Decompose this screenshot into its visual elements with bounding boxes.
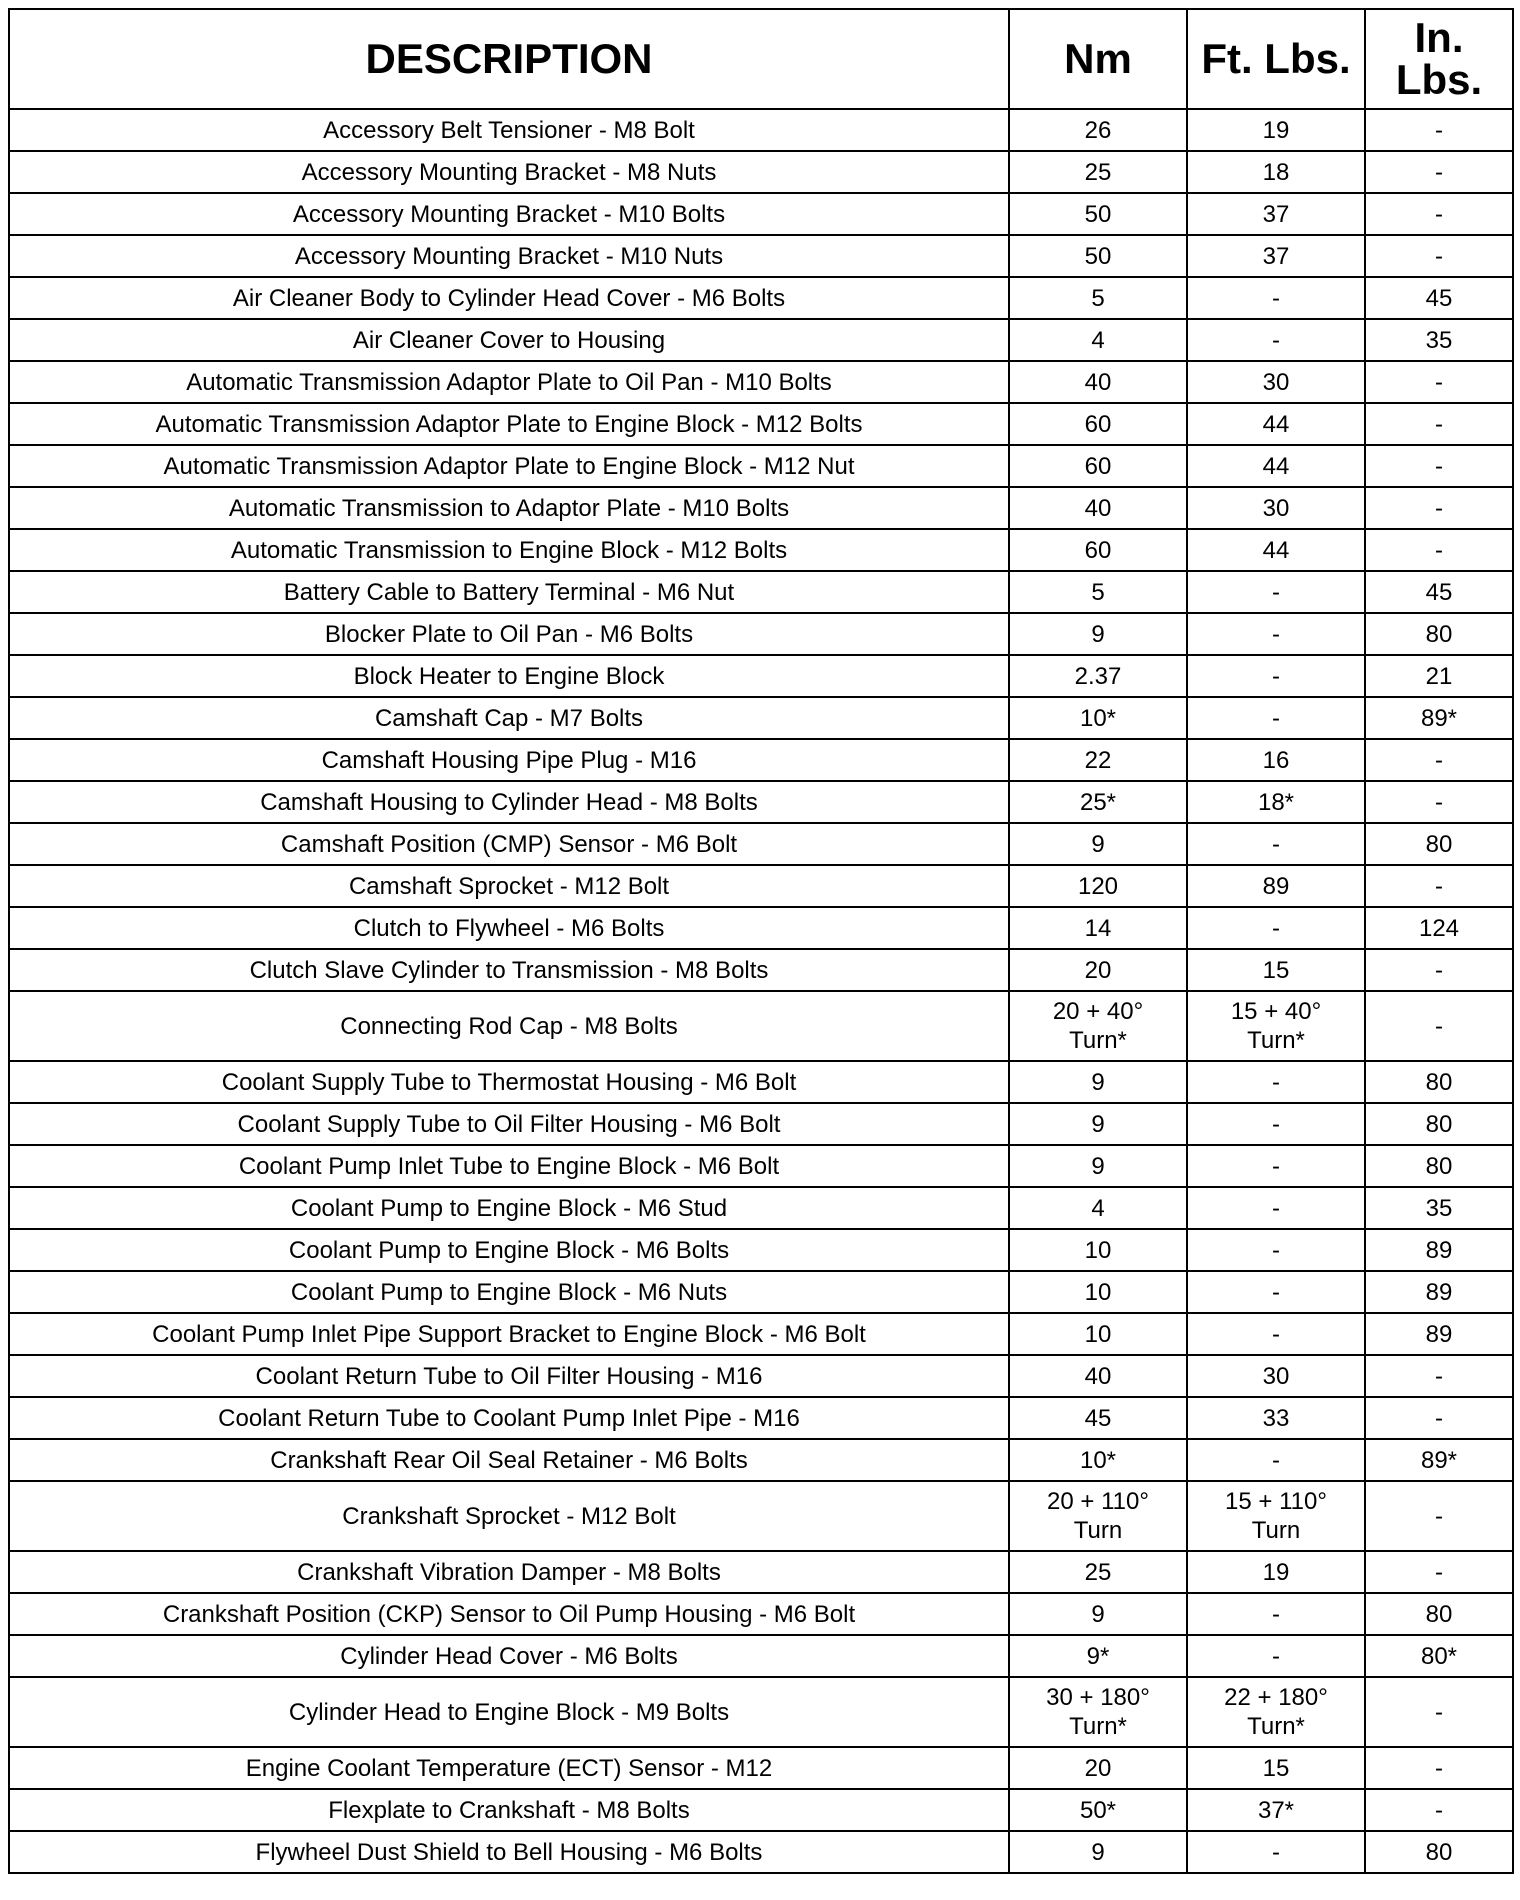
cell-description: Coolant Supply Tube to Oil Filter Housing - M6 Bolt xyxy=(9,1103,1009,1145)
cell-in-lbs: 89 xyxy=(1365,1271,1513,1313)
cell-in-lbs: 45 xyxy=(1365,571,1513,613)
cell-in-lbs: - xyxy=(1365,445,1513,487)
cell-in-lbs: - xyxy=(1365,991,1513,1061)
header-row xyxy=(9,9,1513,109)
cell-description: Clutch Slave Cylinder to Transmission - M8 Bolts xyxy=(9,949,1009,991)
cell-in-lbs: 80* xyxy=(1365,1635,1513,1677)
cell-description: Coolant Pump Inlet Tube to Engine Block - M6 Bolt xyxy=(9,1145,1009,1187)
cell-ft-lbs: 30 xyxy=(1187,361,1365,403)
cell-description: Camshaft Housing to Cylinder Head - M8 Bolts xyxy=(9,781,1009,823)
cell-ft-lbs: 37 xyxy=(1187,193,1365,235)
cell-ft-lbs: - xyxy=(1187,1635,1365,1677)
cell-nm: 9 xyxy=(1009,1061,1187,1103)
cell-description: Air Cleaner Body to Cylinder Head Cover - M6 Bolts xyxy=(9,277,1009,319)
cell-ft-lbs: 18* xyxy=(1187,781,1365,823)
cell-in-lbs: 80 xyxy=(1365,1831,1513,1873)
cell-description: Air Cleaner Cover to Housing xyxy=(9,319,1009,361)
cell-in-lbs: - xyxy=(1365,487,1513,529)
cell-ft-lbs: - xyxy=(1187,571,1365,613)
table-row xyxy=(9,151,1513,193)
cell-description: Cylinder Head Cover - M6 Bolts xyxy=(9,1635,1009,1677)
cell-nm: 9 xyxy=(1009,1103,1187,1145)
cell-nm: 40 xyxy=(1009,487,1187,529)
cell-in-lbs: 80 xyxy=(1365,1061,1513,1103)
cell-nm: 4 xyxy=(1009,1187,1187,1229)
cell-nm: 22 xyxy=(1009,739,1187,781)
cell-ft-lbs: - xyxy=(1187,1145,1365,1187)
cell-ft-lbs: - xyxy=(1187,613,1365,655)
header-ft-lbs: Ft. Lbs. xyxy=(1187,9,1365,109)
cell-description: Accessory Mounting Bracket - M10 Nuts xyxy=(9,235,1009,277)
cell-nm: 9 xyxy=(1009,823,1187,865)
cell-nm: 60 xyxy=(1009,529,1187,571)
table-row xyxy=(9,1789,1513,1831)
cell-description: Crankshaft Sprocket - M12 Bolt xyxy=(9,1481,1009,1551)
cell-ft-lbs: 22 + 180° Turn* xyxy=(1187,1677,1365,1747)
cell-ft-lbs: 16 xyxy=(1187,739,1365,781)
cell-ft-lbs: 19 xyxy=(1187,109,1365,151)
cell-in-lbs: 80 xyxy=(1365,1593,1513,1635)
table-row xyxy=(9,1397,1513,1439)
cell-nm: 20 + 110° Turn xyxy=(1009,1481,1187,1551)
table-row xyxy=(9,1747,1513,1789)
table-body xyxy=(9,109,1513,1873)
cell-description: Crankshaft Position (CKP) Sensor to Oil Pump Housing - M6 Bolt xyxy=(9,1593,1009,1635)
cell-ft-lbs: - xyxy=(1187,1061,1365,1103)
cell-nm: 25* xyxy=(1009,781,1187,823)
table-row xyxy=(9,781,1513,823)
cell-nm: 25 xyxy=(1009,151,1187,193)
cell-description: Clutch to Flywheel - M6 Bolts xyxy=(9,907,1009,949)
cell-nm: 5 xyxy=(1009,571,1187,613)
cell-ft-lbs: 33 xyxy=(1187,1397,1365,1439)
cell-in-lbs: - xyxy=(1365,1481,1513,1551)
cell-in-lbs: 89* xyxy=(1365,697,1513,739)
cell-description: Camshaft Position (CMP) Sensor - M6 Bolt xyxy=(9,823,1009,865)
cell-in-lbs: - xyxy=(1365,361,1513,403)
cell-ft-lbs: - xyxy=(1187,1103,1365,1145)
cell-in-lbs: - xyxy=(1365,109,1513,151)
cell-nm: 20 + 40° Turn* xyxy=(1009,991,1187,1061)
cell-nm: 50 xyxy=(1009,193,1187,235)
cell-in-lbs: 89 xyxy=(1365,1313,1513,1355)
cell-nm: 4 xyxy=(1009,319,1187,361)
cell-nm: 120 xyxy=(1009,865,1187,907)
cell-ft-lbs: - xyxy=(1187,907,1365,949)
table-row xyxy=(9,487,1513,529)
cell-nm: 9* xyxy=(1009,1635,1187,1677)
cell-ft-lbs: - xyxy=(1187,1313,1365,1355)
cell-nm: 50* xyxy=(1009,1789,1187,1831)
cell-ft-lbs: - xyxy=(1187,697,1365,739)
cell-in-lbs: 80 xyxy=(1365,823,1513,865)
cell-in-lbs: - xyxy=(1365,1789,1513,1831)
torque-spec-table xyxy=(8,8,1514,1874)
cell-nm: 40 xyxy=(1009,1355,1187,1397)
cell-nm: 40 xyxy=(1009,361,1187,403)
table-row xyxy=(9,865,1513,907)
table-row xyxy=(9,1313,1513,1355)
cell-ft-lbs: 15 + 110° Turn xyxy=(1187,1481,1365,1551)
cell-in-lbs: - xyxy=(1365,739,1513,781)
cell-ft-lbs: - xyxy=(1187,1831,1365,1873)
table-row xyxy=(9,1551,1513,1593)
cell-nm: 20 xyxy=(1009,1747,1187,1789)
table-row xyxy=(9,1635,1513,1677)
cell-ft-lbs: 15 xyxy=(1187,949,1365,991)
table-row xyxy=(9,823,1513,865)
table-row xyxy=(9,445,1513,487)
table-row xyxy=(9,235,1513,277)
cell-ft-lbs: - xyxy=(1187,1439,1365,1481)
cell-in-lbs: - xyxy=(1365,1551,1513,1593)
table-row xyxy=(9,907,1513,949)
cell-in-lbs: - xyxy=(1365,235,1513,277)
table-row xyxy=(9,1831,1513,1873)
cell-nm: 10* xyxy=(1009,1439,1187,1481)
cell-ft-lbs: - xyxy=(1187,1271,1365,1313)
table-row xyxy=(9,655,1513,697)
cell-ft-lbs: 18 xyxy=(1187,151,1365,193)
cell-in-lbs: - xyxy=(1365,193,1513,235)
table-row xyxy=(9,403,1513,445)
table-row xyxy=(9,991,1513,1061)
cell-ft-lbs: - xyxy=(1187,1593,1365,1635)
cell-description: Camshaft Sprocket - M12 Bolt xyxy=(9,865,1009,907)
cell-nm: 30 + 180° Turn* xyxy=(1009,1677,1187,1747)
cell-nm: 26 xyxy=(1009,109,1187,151)
cell-nm: 2.37 xyxy=(1009,655,1187,697)
cell-nm: 60 xyxy=(1009,403,1187,445)
cell-ft-lbs: - xyxy=(1187,319,1365,361)
cell-ft-lbs: 89 xyxy=(1187,865,1365,907)
cell-description: Camshaft Cap - M7 Bolts xyxy=(9,697,1009,739)
cell-nm: 60 xyxy=(1009,445,1187,487)
table-row xyxy=(9,739,1513,781)
cell-description: Automatic Transmission to Engine Block - M12 Bolts xyxy=(9,529,1009,571)
cell-nm: 50 xyxy=(1009,235,1187,277)
cell-nm: 9 xyxy=(1009,1831,1187,1873)
cell-description: Flywheel Dust Shield to Bell Housing - M6 Bolts xyxy=(9,1831,1009,1873)
cell-nm: 9 xyxy=(1009,1145,1187,1187)
table-row xyxy=(9,1439,1513,1481)
cell-ft-lbs: - xyxy=(1187,1229,1365,1271)
cell-ft-lbs: - xyxy=(1187,1187,1365,1229)
cell-in-lbs: 89* xyxy=(1365,1439,1513,1481)
cell-description: Accessory Mounting Bracket - M10 Bolts xyxy=(9,193,1009,235)
cell-ft-lbs: 44 xyxy=(1187,529,1365,571)
cell-in-lbs: - xyxy=(1365,949,1513,991)
cell-in-lbs: - xyxy=(1365,403,1513,445)
table-row xyxy=(9,1103,1513,1145)
cell-description: Block Heater to Engine Block xyxy=(9,655,1009,697)
cell-description: Accessory Belt Tensioner - M8 Bolt xyxy=(9,109,1009,151)
cell-description: Engine Coolant Temperature (ECT) Sensor - M12 xyxy=(9,1747,1009,1789)
header-in-lbs: In. Lbs. xyxy=(1365,9,1513,109)
cell-in-lbs: 124 xyxy=(1365,907,1513,949)
cell-description: Camshaft Housing Pipe Plug - M16 xyxy=(9,739,1009,781)
cell-in-lbs: - xyxy=(1365,1677,1513,1747)
cell-nm: 10 xyxy=(1009,1271,1187,1313)
cell-ft-lbs: 37* xyxy=(1187,1789,1365,1831)
table-row xyxy=(9,361,1513,403)
table-row xyxy=(9,1355,1513,1397)
cell-ft-lbs: 37 xyxy=(1187,235,1365,277)
cell-in-lbs: - xyxy=(1365,1355,1513,1397)
table-row xyxy=(9,1061,1513,1103)
cell-description: Coolant Return Tube to Coolant Pump Inlet Pipe - M16 xyxy=(9,1397,1009,1439)
cell-description: Flexplate to Crankshaft - M8 Bolts xyxy=(9,1789,1009,1831)
cell-in-lbs: - xyxy=(1365,865,1513,907)
cell-nm: 10 xyxy=(1009,1229,1187,1271)
cell-description: Coolant Pump to Engine Block - M6 Bolts xyxy=(9,1229,1009,1271)
table-row xyxy=(9,1187,1513,1229)
cell-ft-lbs: 15 xyxy=(1187,1747,1365,1789)
header-nm: Nm xyxy=(1009,9,1187,109)
cell-in-lbs: - xyxy=(1365,781,1513,823)
cell-ft-lbs: 44 xyxy=(1187,445,1365,487)
cell-ft-lbs: - xyxy=(1187,823,1365,865)
cell-description: Automatic Transmission to Adaptor Plate - M10 Bolts xyxy=(9,487,1009,529)
cell-in-lbs: 21 xyxy=(1365,655,1513,697)
cell-nm: 25 xyxy=(1009,1551,1187,1593)
cell-in-lbs: - xyxy=(1365,529,1513,571)
cell-ft-lbs: 19 xyxy=(1187,1551,1365,1593)
cell-description: Automatic Transmission Adaptor Plate to Engine Block - M12 Nut xyxy=(9,445,1009,487)
cell-in-lbs: 89 xyxy=(1365,1229,1513,1271)
cell-description: Accessory Mounting Bracket - M8 Nuts xyxy=(9,151,1009,193)
table-row xyxy=(9,529,1513,571)
cell-ft-lbs: 30 xyxy=(1187,1355,1365,1397)
cell-description: Automatic Transmission Adaptor Plate to Oil Pan - M10 Bolts xyxy=(9,361,1009,403)
cell-ft-lbs: - xyxy=(1187,655,1365,697)
cell-nm: 9 xyxy=(1009,613,1187,655)
cell-description: Coolant Pump Inlet Pipe Support Bracket to Engine Block - M6 Bolt xyxy=(9,1313,1009,1355)
table-row xyxy=(9,1481,1513,1551)
table-row xyxy=(9,613,1513,655)
cell-description: Coolant Return Tube to Oil Filter Housing - M16 xyxy=(9,1355,1009,1397)
cell-description: Battery Cable to Battery Terminal - M6 Nut xyxy=(9,571,1009,613)
table-row xyxy=(9,1677,1513,1747)
cell-description: Crankshaft Rear Oil Seal Retainer - M6 Bolts xyxy=(9,1439,1009,1481)
header-description: DESCRIPTION xyxy=(9,9,1009,109)
cell-nm: 45 xyxy=(1009,1397,1187,1439)
cell-nm: 20 xyxy=(1009,949,1187,991)
cell-description: Coolant Pump to Engine Block - M6 Nuts xyxy=(9,1271,1009,1313)
cell-description: Blocker Plate to Oil Pan - M6 Bolts xyxy=(9,613,1009,655)
table-row xyxy=(9,277,1513,319)
table-row xyxy=(9,1229,1513,1271)
cell-in-lbs: 35 xyxy=(1365,319,1513,361)
cell-nm: 10* xyxy=(1009,697,1187,739)
cell-description: Automatic Transmission Adaptor Plate to Engine Block - M12 Bolts xyxy=(9,403,1009,445)
cell-ft-lbs: 15 + 40° Turn* xyxy=(1187,991,1365,1061)
table-row xyxy=(9,109,1513,151)
cell-in-lbs: 80 xyxy=(1365,613,1513,655)
cell-ft-lbs: 30 xyxy=(1187,487,1365,529)
cell-description: Coolant Supply Tube to Thermostat Housing - M6 Bolt xyxy=(9,1061,1009,1103)
table-row xyxy=(9,949,1513,991)
cell-nm: 9 xyxy=(1009,1593,1187,1635)
cell-in-lbs: 45 xyxy=(1365,277,1513,319)
cell-description: Crankshaft Vibration Damper - M8 Bolts xyxy=(9,1551,1009,1593)
table-row xyxy=(9,571,1513,613)
cell-in-lbs: - xyxy=(1365,151,1513,193)
cell-nm: 14 xyxy=(1009,907,1187,949)
table-row xyxy=(9,1593,1513,1635)
table-row xyxy=(9,697,1513,739)
cell-in-lbs: 35 xyxy=(1365,1187,1513,1229)
table-row xyxy=(9,1271,1513,1313)
cell-in-lbs: 80 xyxy=(1365,1145,1513,1187)
cell-description: Connecting Rod Cap - M8 Bolts xyxy=(9,991,1009,1061)
table-row xyxy=(9,193,1513,235)
cell-ft-lbs: - xyxy=(1187,277,1365,319)
cell-in-lbs: - xyxy=(1365,1747,1513,1789)
table-row xyxy=(9,319,1513,361)
cell-ft-lbs: 44 xyxy=(1187,403,1365,445)
cell-in-lbs: 80 xyxy=(1365,1103,1513,1145)
cell-in-lbs: - xyxy=(1365,1397,1513,1439)
cell-description: Coolant Pump to Engine Block - M6 Stud xyxy=(9,1187,1009,1229)
cell-nm: 10 xyxy=(1009,1313,1187,1355)
cell-description: Cylinder Head to Engine Block - M9 Bolts xyxy=(9,1677,1009,1747)
cell-nm: 5 xyxy=(1009,277,1187,319)
table-row xyxy=(9,1145,1513,1187)
